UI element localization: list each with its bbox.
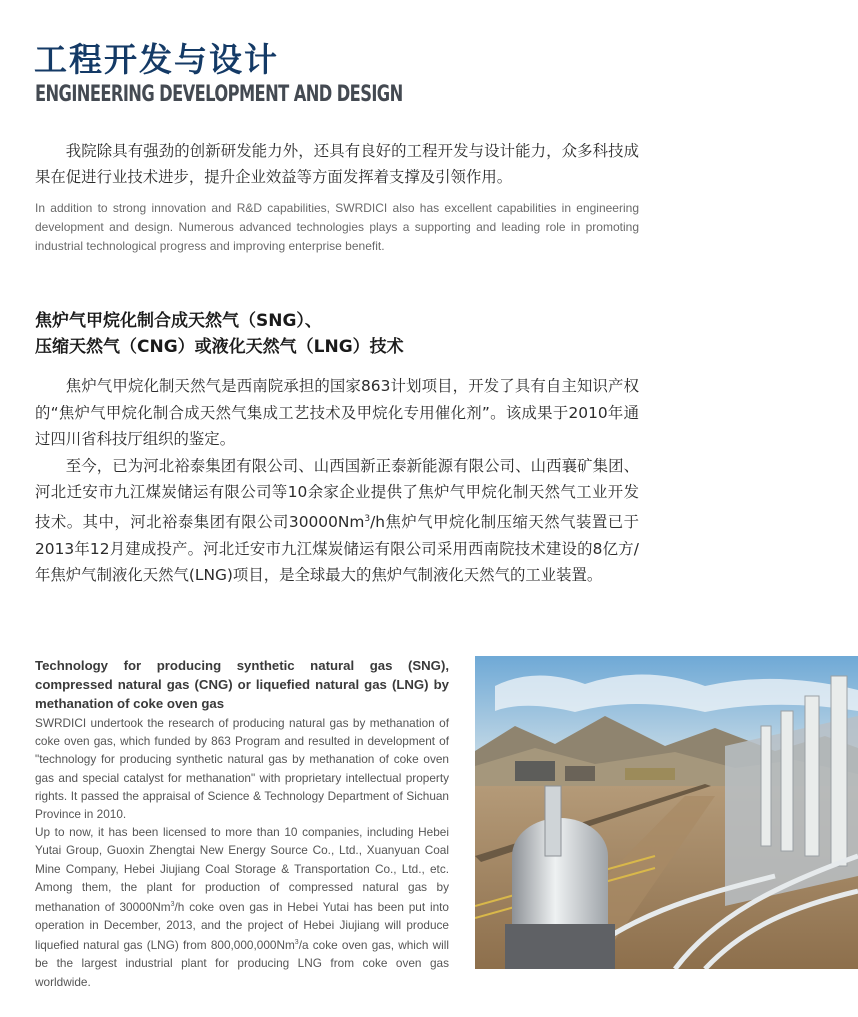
section-title-line-2: 压缩天然气（CNG）或液化天然气（LNG）技术 xyxy=(35,337,404,357)
english-paragraph-2-part-c: /a coke oven gas, which will be the largest industrial plant for producing LNG from coke oven gas worldwide. xyxy=(35,938,449,989)
superscript-cubed: 3 xyxy=(294,939,299,947)
plant-illustration xyxy=(475,656,858,969)
section-paragraph-2-part-a: 至今，已为河北裕泰集团有限公司、山西国新正泰新能源有限公司、山西襄矿集团、河北迁安市九江煤炭储运有限公司等10余家企业提供了焦炉气甲烷化制天然气工业开发技术。其中，河北裕泰集团有限公司30000Nm xyxy=(35,456,639,532)
tank-flue xyxy=(545,786,561,856)
superscript-cubed: 3 xyxy=(364,513,371,524)
section-paragraph-2-part-b: /h焦炉气甲烷化制压缩天然气装置已于2013年12月建成投产。河北迁安市九江煤炭储运有限公司采用西南院技术建设的8亿方/年焦炉气制液化天然气(LNG)项目，是全球最大的焦炉气制液化天然气的工业装置。 xyxy=(35,513,639,585)
section-body-chinese xyxy=(35,373,639,589)
superscript-cubed: 3 xyxy=(170,901,175,909)
distant-building xyxy=(515,761,555,781)
section-paragraph-2 xyxy=(35,453,639,589)
industrial-plant-photo xyxy=(475,656,858,969)
english-paragraph-2-part-a: Up to now, it has been licensed to more than 10 companies, including Hebei Yutai Group, Guoxin Zhengtai New Energy Source Co., Ltd., Xuanyuan Coal Mine Company, Hebei Jiujiang Coal Storage & Transportation Co., Ltd., etc. Among them, the plant for production of compressed natural gas by methanation of 30000Nm xyxy=(35,825,449,914)
english-paragraph-2-part-b: /h coke oven gas in Hebei Yutai has been put into operation in December, 2013, and the project of Hebei Jiujiang will produce liquefied natural gas (LNG) from 800,000,000Nm xyxy=(35,899,449,953)
tank-base xyxy=(505,924,615,969)
page-title-chinese: 工程开发与设计 xyxy=(34,40,279,79)
distant-building xyxy=(565,766,595,781)
section-title-chinese xyxy=(35,308,639,360)
intro-paragraph-english: In addition to strong innovation and R&D capabilities, SWRDICI also has excellent capabilities in engineering development and design. Numerous advanced technologies plays a supporting and leading role in promoting industrial technological progress and improving enterprise benefit. xyxy=(35,201,639,253)
page-title-english: ENGINEERING DEVELOPMENT AND DESIGN xyxy=(35,82,403,107)
section-title-line-1: 焦炉气甲烷化制合成天然气（SNG）、 xyxy=(35,311,322,331)
distant-building xyxy=(625,768,675,780)
intro-paragraph-chinese: 我院除具有强劲的创新研发能力外，还具有良好的工程开发与设计能力，众多科技成果在促进行业技术进步，提升企业效益等方面发挥着支撑及引领作用。 xyxy=(35,142,639,186)
english-section-heading: Technology for producing synthetic natural gas (SNG), compressed natural gas (CNG) or liquefied natural gas (LNG) by methanation of coke oven gas xyxy=(35,658,449,711)
english-section xyxy=(35,656,449,991)
tank-body xyxy=(512,856,608,926)
section-paragraph-1: 焦炉气甲烷化制天然气是西南院承担的国家863计划项目，开发了具有自主知识产权的“焦炉气甲烷化制合成天然气集成工艺技术及甲烷化专用催化剂”。该成果于2010年通过四川省科技厅组织的鉴定。 xyxy=(35,377,639,449)
english-paragraph-2 xyxy=(35,823,449,991)
english-paragraph-1: SWRDICI undertook the research of producing natural gas by methanation of coke oven gas, which funded by 863 Program and resulted in development of "technology for producing synthetic natural gas by methanation of coke oven gas and special catalyst for methanation" with proprietary intellectual property rights. It passed the appraisal of Science & Technology Department of Sichuan Province in 2010. xyxy=(35,716,449,822)
